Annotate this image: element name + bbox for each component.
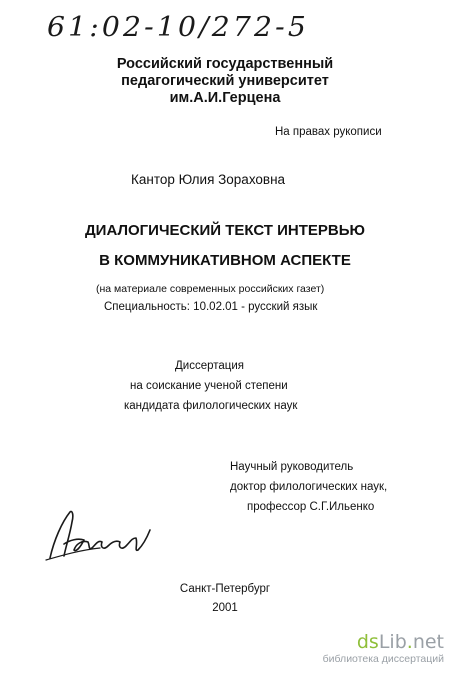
svg-text:61:02-10/272-5: 61:02-10/272-5 [47,12,309,43]
supervisor-line-2: доктор филологических наук, [230,481,388,493]
specialty: Специальность: 10.02.01 - русский язык [104,301,318,313]
handwritten-archive-code [45,6,315,46]
dissertation-line-1: Диссертация [175,360,245,372]
dissertation-line-2: на соискание ученой степени [130,380,288,392]
university-line-1: Российский государственный [116,56,334,72]
supervisor-line-1: Научный руководитель [230,461,354,473]
rights-note: На правах рукописи [275,126,382,138]
university-line-2: педагогический университет [121,73,329,89]
year: 2001 [212,602,238,614]
author-name: Кантор Юлия Зораховна [131,172,286,187]
city: Санкт-Петербург [179,583,271,595]
watermark-brand: dsLib.net [356,631,444,653]
title-line-2: В КОММУНИКАТИВНОМ АСПЕКТЕ [99,252,351,269]
supervisor-line-3: профессор С.Г.Ильенко [247,501,375,513]
title-line-1: ДИАЛОГИЧЕСКИЙ ТЕКСТ ИНТЕРВЬЮ [84,222,365,239]
watermark-caption: библиотека диссертаций [322,653,444,665]
dslib-watermark [304,632,444,665]
subtitle: (на материале современных российских газет) [96,283,325,295]
university-line-3: им.А.И.Герцена [169,90,281,106]
dissertation-line-3: кандидата филологических наук [124,400,298,412]
handwritten-signature [40,500,160,570]
